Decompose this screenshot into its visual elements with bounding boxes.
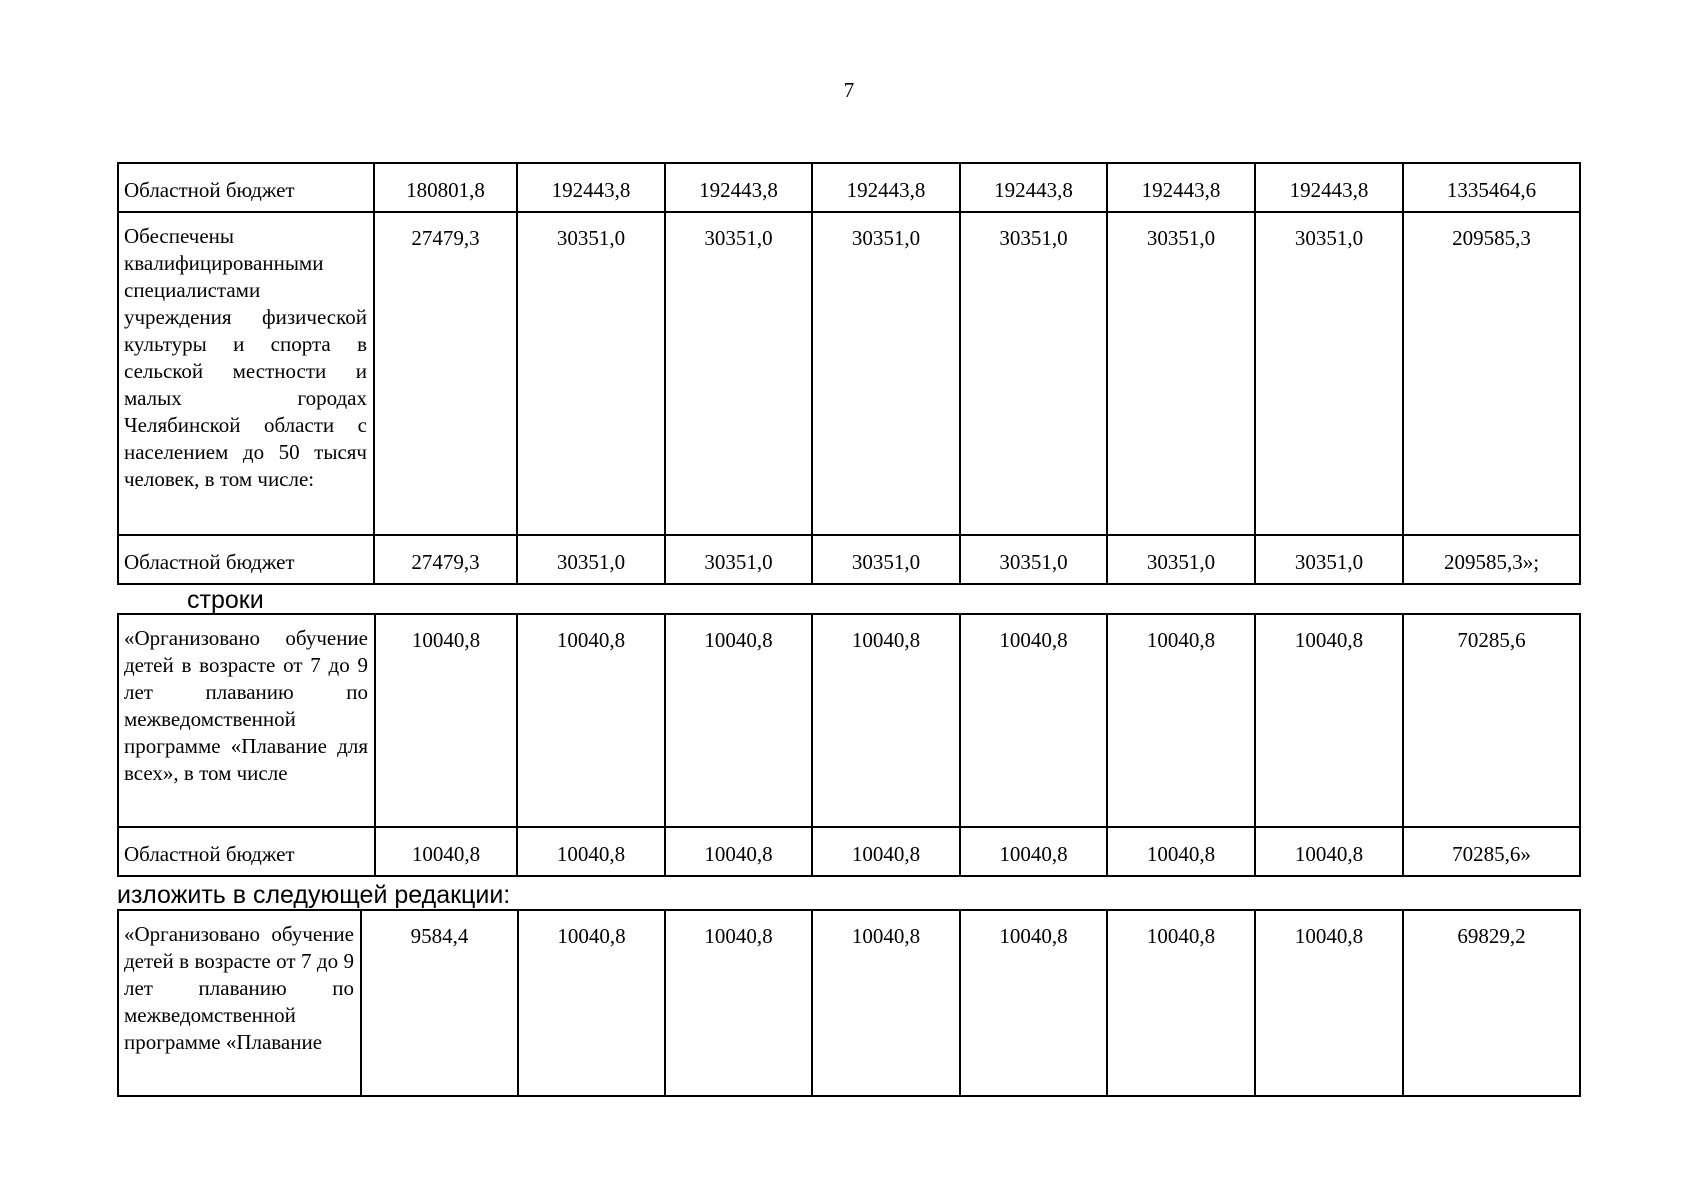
table-cell: 10040,8 [812,827,960,876]
table-cell: 27479,3 [374,212,517,535]
table-cell: 30351,0 [960,212,1107,535]
table-cell-total: 209585,3»; [1403,535,1580,584]
table-cell: 30351,0 [517,535,665,584]
table-cell-total: 70285,6 [1403,614,1580,827]
table-cell: 10040,8 [1255,614,1403,827]
table-row [118,212,1580,535]
table-cell: 10040,8 [375,827,517,876]
table-cell: 30351,0 [812,212,960,535]
table-cell-total: 209585,3 [1403,212,1580,535]
table-cell: 9584,4 [361,910,518,1096]
table-cell-total: 70285,6» [1403,827,1580,876]
table-cell: 30351,0 [1107,535,1255,584]
row-label: «Организовано обучение детей в возрасте от 7 до 9 лет плаванию по межведомственной программе «Плавание для всех», в том числе [118,614,375,827]
table-cell: 10040,8 [1255,827,1403,876]
table-cell: 192443,8 [517,163,665,212]
table-cell-total: 69829,2 [1403,910,1580,1096]
table-cell-total: 1335464,6 [1403,163,1580,212]
table-cell: 192443,8 [1107,163,1255,212]
table-cell: 10040,8 [665,910,812,1096]
table-cell: 30351,0 [665,212,812,535]
table-cell: 30351,0 [665,535,812,584]
table-cell: 192443,8 [1255,163,1403,212]
table-cell: 30351,0 [517,212,665,535]
table-cell: 10040,8 [960,827,1107,876]
table-cell: 192443,8 [665,163,812,212]
table-cell: 192443,8 [812,163,960,212]
table-cell: 10040,8 [517,614,665,827]
table-row [118,163,1580,212]
table-cell: 30351,0 [960,535,1107,584]
table-cell: 10040,8 [665,827,812,876]
table-cell: 180801,8 [374,163,517,212]
table-cell: 10040,8 [517,827,665,876]
row-label: Областной бюджет [118,535,374,584]
connector-text: изложить в следующей редакции: [117,881,511,909]
table-cell: 10040,8 [812,910,960,1096]
table-cell: 30351,0 [812,535,960,584]
table-cell: 10040,8 [518,910,665,1096]
table-cell: 10040,8 [665,614,812,827]
table-cell: 192443,8 [960,163,1107,212]
connector-text: строки [187,586,264,614]
table-row [118,614,1580,827]
budget-table-2 [117,613,1581,877]
table-cell: 30351,0 [1255,535,1403,584]
table-cell: 10040,8 [960,614,1107,827]
table-cell: 10040,8 [1255,910,1403,1096]
row-label: Обеспечены квалифицированными специалистами учреждения физической культуры и спорта в сельской местности и малых городах Челябинской области с населением до 50 тысяч человек, в том числе: [118,212,374,535]
table-cell: 10040,8 [1107,614,1255,827]
table-cell: 27479,3 [374,535,517,584]
table-cell: 10040,8 [375,614,517,827]
page-number: 7 [843,78,855,102]
table-row [118,910,1580,1096]
table-cell: 10040,8 [1107,910,1255,1096]
table-cell: 30351,0 [1107,212,1255,535]
budget-table-3 [117,909,1581,1097]
table-cell: 10040,8 [1107,827,1255,876]
row-label: «Организовано обучение детей в возрасте от 7 до 9 лет плаванию по межведомственной программе «Плавание [118,910,361,1096]
table-cell: 30351,0 [1255,212,1403,535]
row-label: Областной бюджет [118,163,374,212]
table-row [118,535,1580,584]
row-label: Областной бюджет [118,827,375,876]
table-row [118,827,1580,876]
table-cell: 10040,8 [960,910,1107,1096]
table-cell: 10040,8 [812,614,960,827]
budget-table-1 [117,162,1581,585]
